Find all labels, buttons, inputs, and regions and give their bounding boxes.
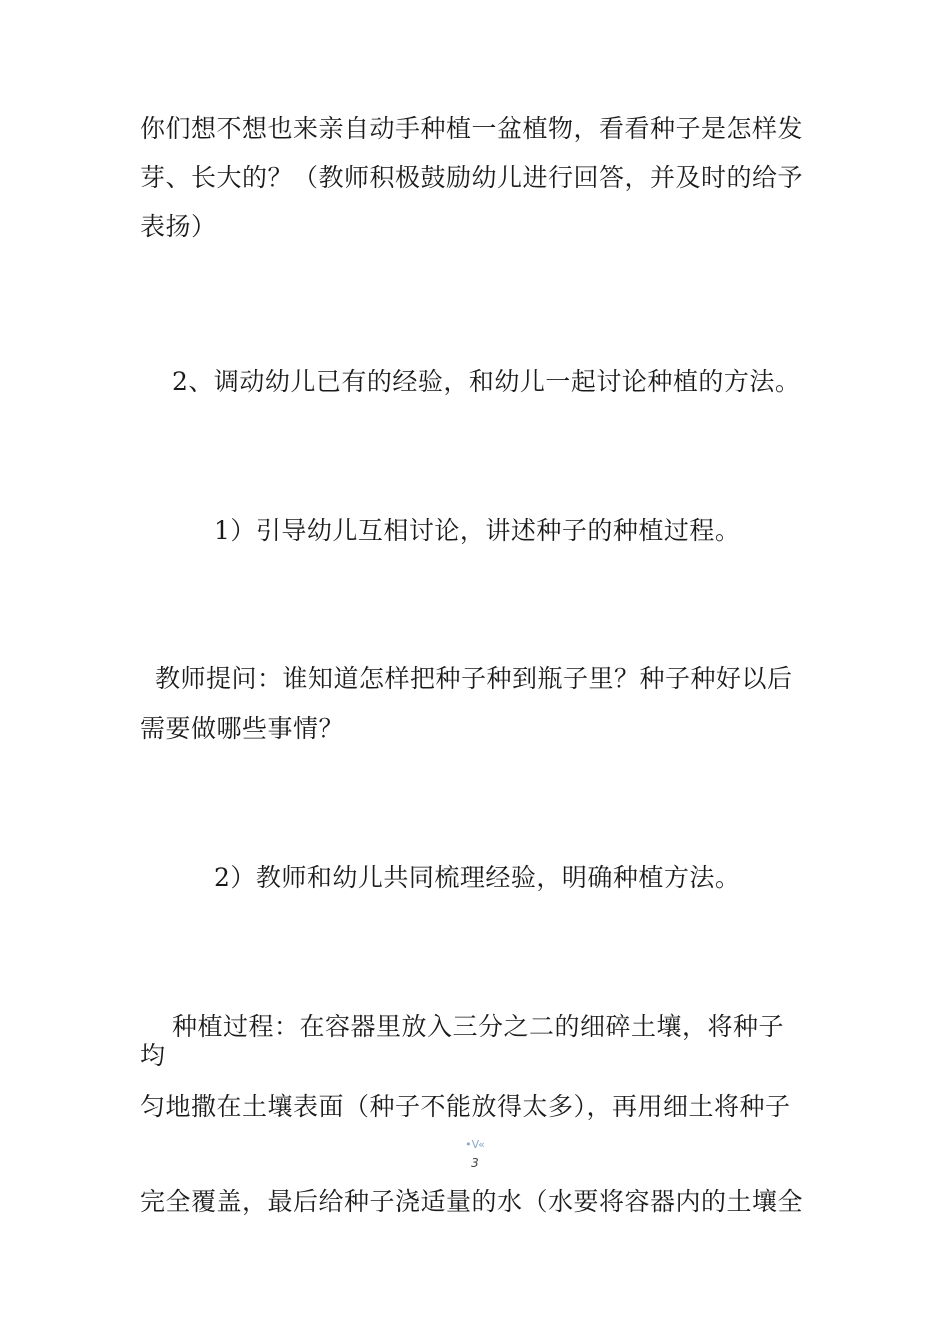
paragraph-line: 芽、长大的？（教师积极鼓励幼儿进行回答，并及时的给予: [140, 163, 804, 192]
paragraph-line: 表扬）: [140, 212, 217, 241]
paragraph-line: 完全覆盖，最后给种子浇适量的水（水要将容器内的土壤全: [140, 1187, 804, 1216]
paragraph-line: 你们想不想也来亲自动手种植一盆植物，看看种子是怎样发: [140, 114, 804, 143]
paragraph-line: 2、调动幼儿已有的经验，和幼儿一起讨论种植的方法。: [172, 367, 801, 396]
paragraph-line: 均: [140, 1041, 166, 1070]
footer-mark: •V«: [465, 1138, 485, 1151]
paragraph-line: 种植过程：在容器里放入三分之二的细碎土壤，将种子: [172, 1012, 785, 1041]
paragraph-line: 2）教师和幼儿共同梳理经验，明确种植方法。: [214, 863, 741, 892]
paragraph-line: 匀地撒在土壤表面（种子不能放得太多），再用细土将种子: [140, 1092, 791, 1121]
paragraph-line: 需要做哪些事情？: [140, 714, 345, 743]
page-number: 3: [471, 1156, 479, 1170]
paragraph-line: 1）引导幼儿互相讨论，讲述种子的种植过程。: [214, 516, 741, 545]
paragraph-line: 教师提问：谁知道怎样把种子种到瓶子里？种子种好以后: [155, 664, 793, 693]
